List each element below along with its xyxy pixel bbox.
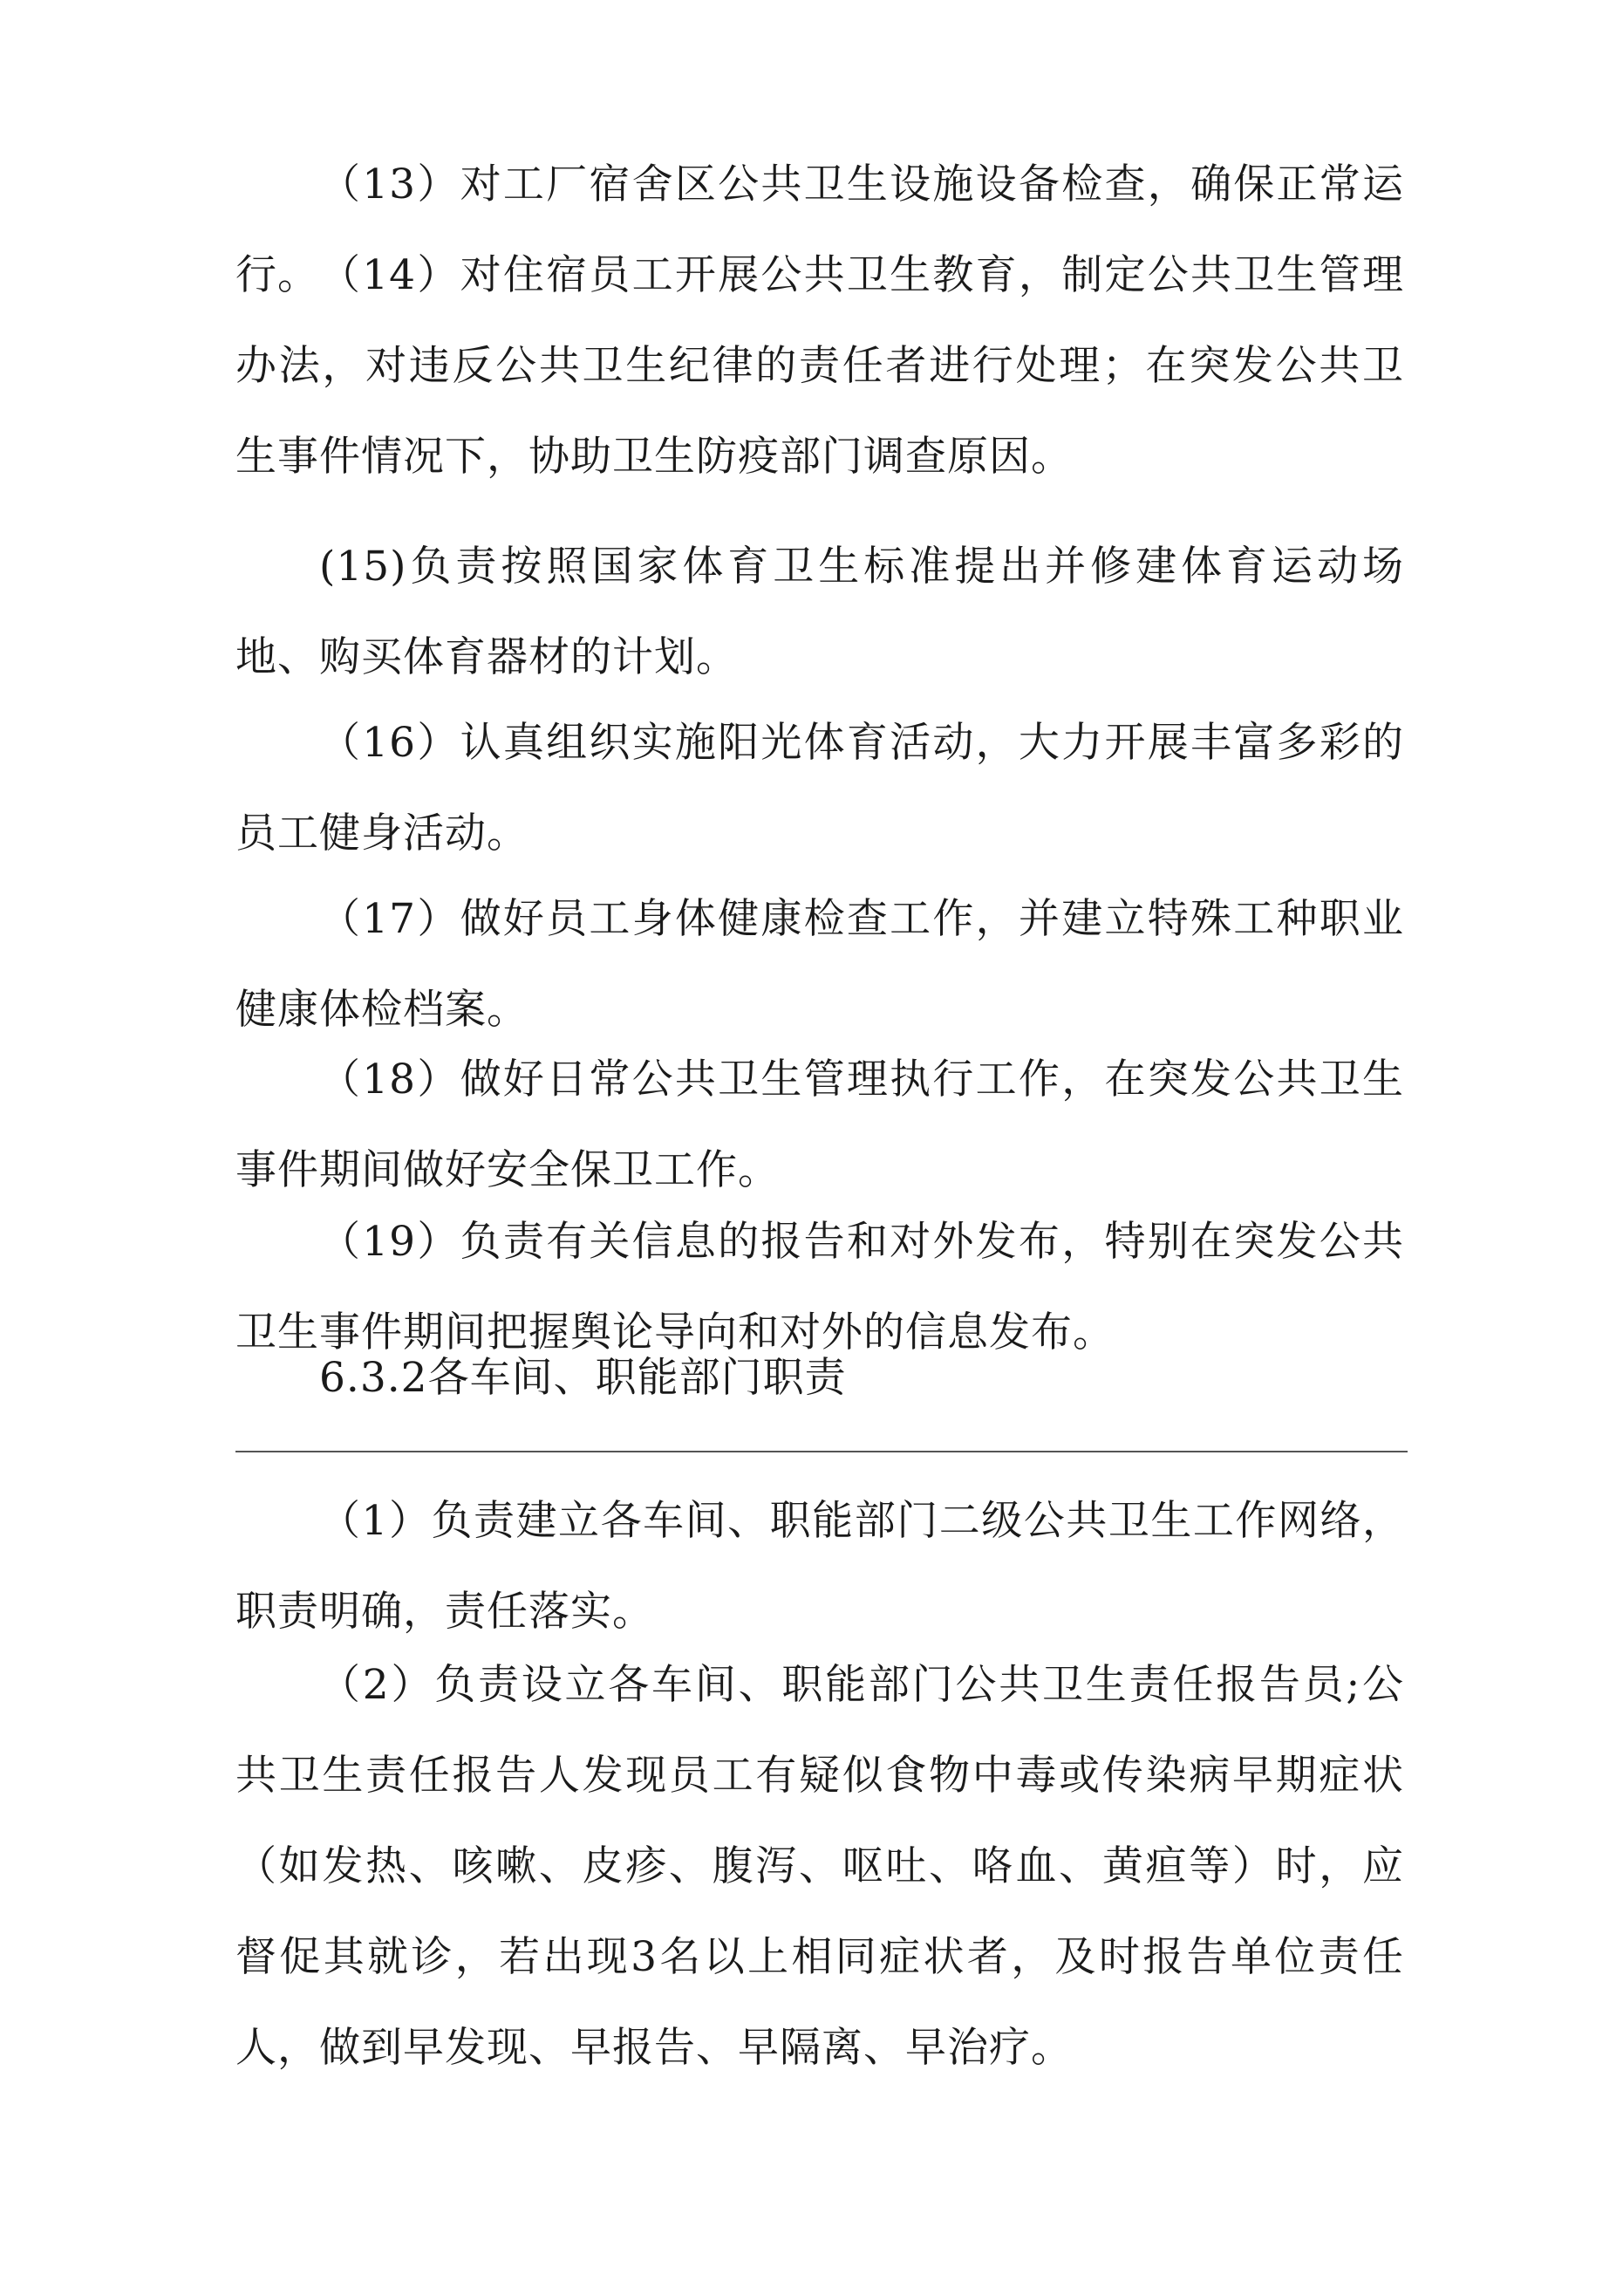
section-heading: 6.3.2各车间、职能部门职责 xyxy=(319,1354,847,1402)
divider-line xyxy=(235,1451,1408,1452)
paragraph-15: (15)负责按照国家体育卫生标准提出并修建体育运动场地、购买体育器材的计划。 xyxy=(235,543,1404,681)
paragraph-16: （16）认真组织实施阳光体育活动，大力开展丰富多彩的员工健身活动。 xyxy=(235,719,1404,858)
paragraph-1: （1）负责建立各车间、职能部门二级公共卫生工作网络，职责明确，责任落实。 xyxy=(235,1497,1404,1636)
paragraph-18: （18）做好日常公共卫生管理执行工作，在突发公共卫生事件期间做好安全保卫工作。 xyxy=(235,1056,1404,1194)
paragraph-19: （19）负责有关信息的报告和对外发布，特别在突发公共卫生事件期间把握舆论导向和对外的信息发布。 xyxy=(235,1218,1404,1356)
paragraph-17: （17）做好员工身体健康检查工作，并建立特殊工种职业健康体检档案。 xyxy=(235,895,1404,1034)
paragraph-2: （2）负责设立各车间、职能部门公共卫生责任报告员;公共卫生责任报告人发现员工有疑似食物中毒或传染病早期症状（如发热、咳嗽、皮疹、腹泻、呕吐、咯血、黄疸等）时，应督促其就诊，若出现3名以上相同症状者，及时报告单位责任人，做到早发现、早报告、早隔离、早治疗。 xyxy=(235,1661,1404,2072)
paragraph-13: （13）对工厂宿舍区公共卫生设施设备检查，确保正常运行。 xyxy=(235,161,1404,299)
paragraph-14: （14）对住宿员工开展公共卫生教育，制定公共卫生管理办法，对违反公共卫生纪律的责任者进行处理；在突发公共卫生事件情况下，协助卫生防疫部门调查原因。 xyxy=(235,251,1404,481)
